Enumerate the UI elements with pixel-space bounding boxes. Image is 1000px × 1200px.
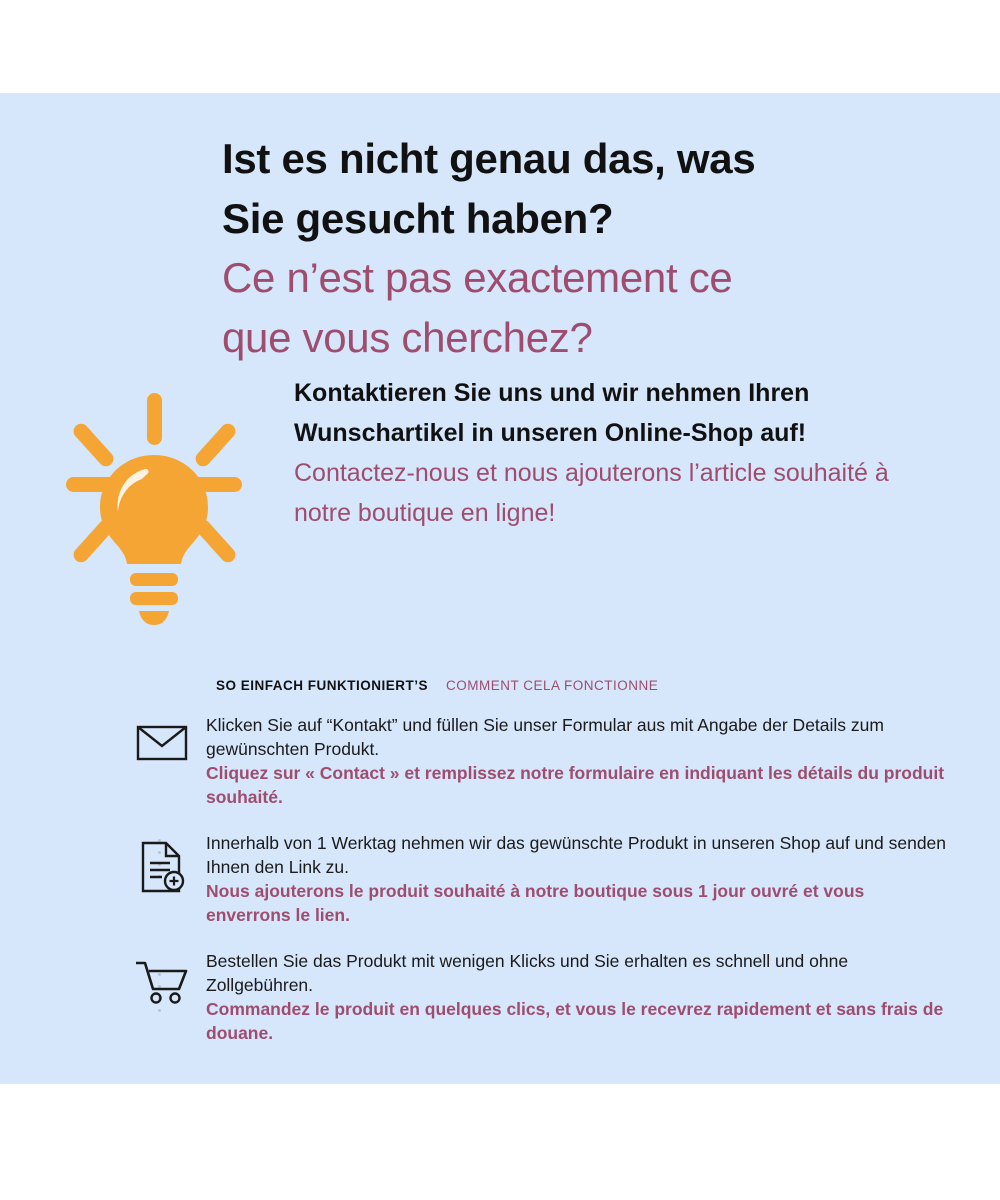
document-add-icon xyxy=(118,829,206,893)
step-de-text: Innerhalb von 1 Werktag nehmen wir das gewünschte Produkt in unseren Shop auf und senden Ihnen den Link zu. xyxy=(206,833,947,878)
step-de-text: Klicken Sie auf “Kontakt” und füllen Sie unser Formular aus mit Angabe der Details zum gewünschten Produkt. xyxy=(206,715,884,760)
headline-de-line2: Sie gesucht haben? xyxy=(222,194,614,242)
step-text xyxy=(206,947,948,1046)
list-item xyxy=(118,711,948,829)
steps-list xyxy=(118,711,948,1065)
step-fr-text: Cliquez sur « Contact » et remplissez notre formulaire en indiquant les détails du produit souhaité. xyxy=(206,763,945,808)
step-fr-text: Commandez le produit en quelques clics, et vous le recevrez rapidement et sans frais de douane. xyxy=(206,999,944,1044)
subhead-block xyxy=(294,373,894,533)
headline-de-line1: Ist es nicht genau das, was xyxy=(222,135,756,182)
subhead-de: Kontaktieren Sie uns und wir nehmen Ihren Wunschartikel in unseren Online-Shop auf! xyxy=(294,379,810,447)
step-text xyxy=(206,711,948,810)
promo-banner xyxy=(0,93,1000,1084)
headline-block xyxy=(222,129,942,368)
list-item xyxy=(118,947,948,1065)
how-it-works-fr-label: COMMENT CELA FONCTIONNE xyxy=(446,678,659,693)
headline-fr-line1: Ce n’est pas exactement ce xyxy=(222,254,733,302)
shopping-cart-icon xyxy=(118,947,206,1005)
step-text xyxy=(206,829,948,928)
step-de-text: Bestellen Sie das Produkt mit wenigen Klicks und Sie erhalten es schnell und ohne Zollgebühren. xyxy=(206,951,849,996)
subhead-row xyxy=(0,373,1000,663)
envelope-icon xyxy=(118,711,206,763)
step-fr-text: Nous ajouterons le produit souhaité à notre boutique sous 1 jour ouvré et vous enverrons le lien. xyxy=(206,881,865,926)
how-it-works-header xyxy=(216,678,658,693)
headline-fr-line2: que vous cherchez? xyxy=(222,313,593,361)
how-it-works-de-label: SO EINFACH FUNKTIONIERT’S xyxy=(216,678,429,693)
lightbulb-icon xyxy=(38,383,268,633)
subhead-fr: Contactez-nous et nous ajouterons l’article souhaité à notre boutique en ligne! xyxy=(294,459,889,527)
list-item xyxy=(118,829,948,947)
